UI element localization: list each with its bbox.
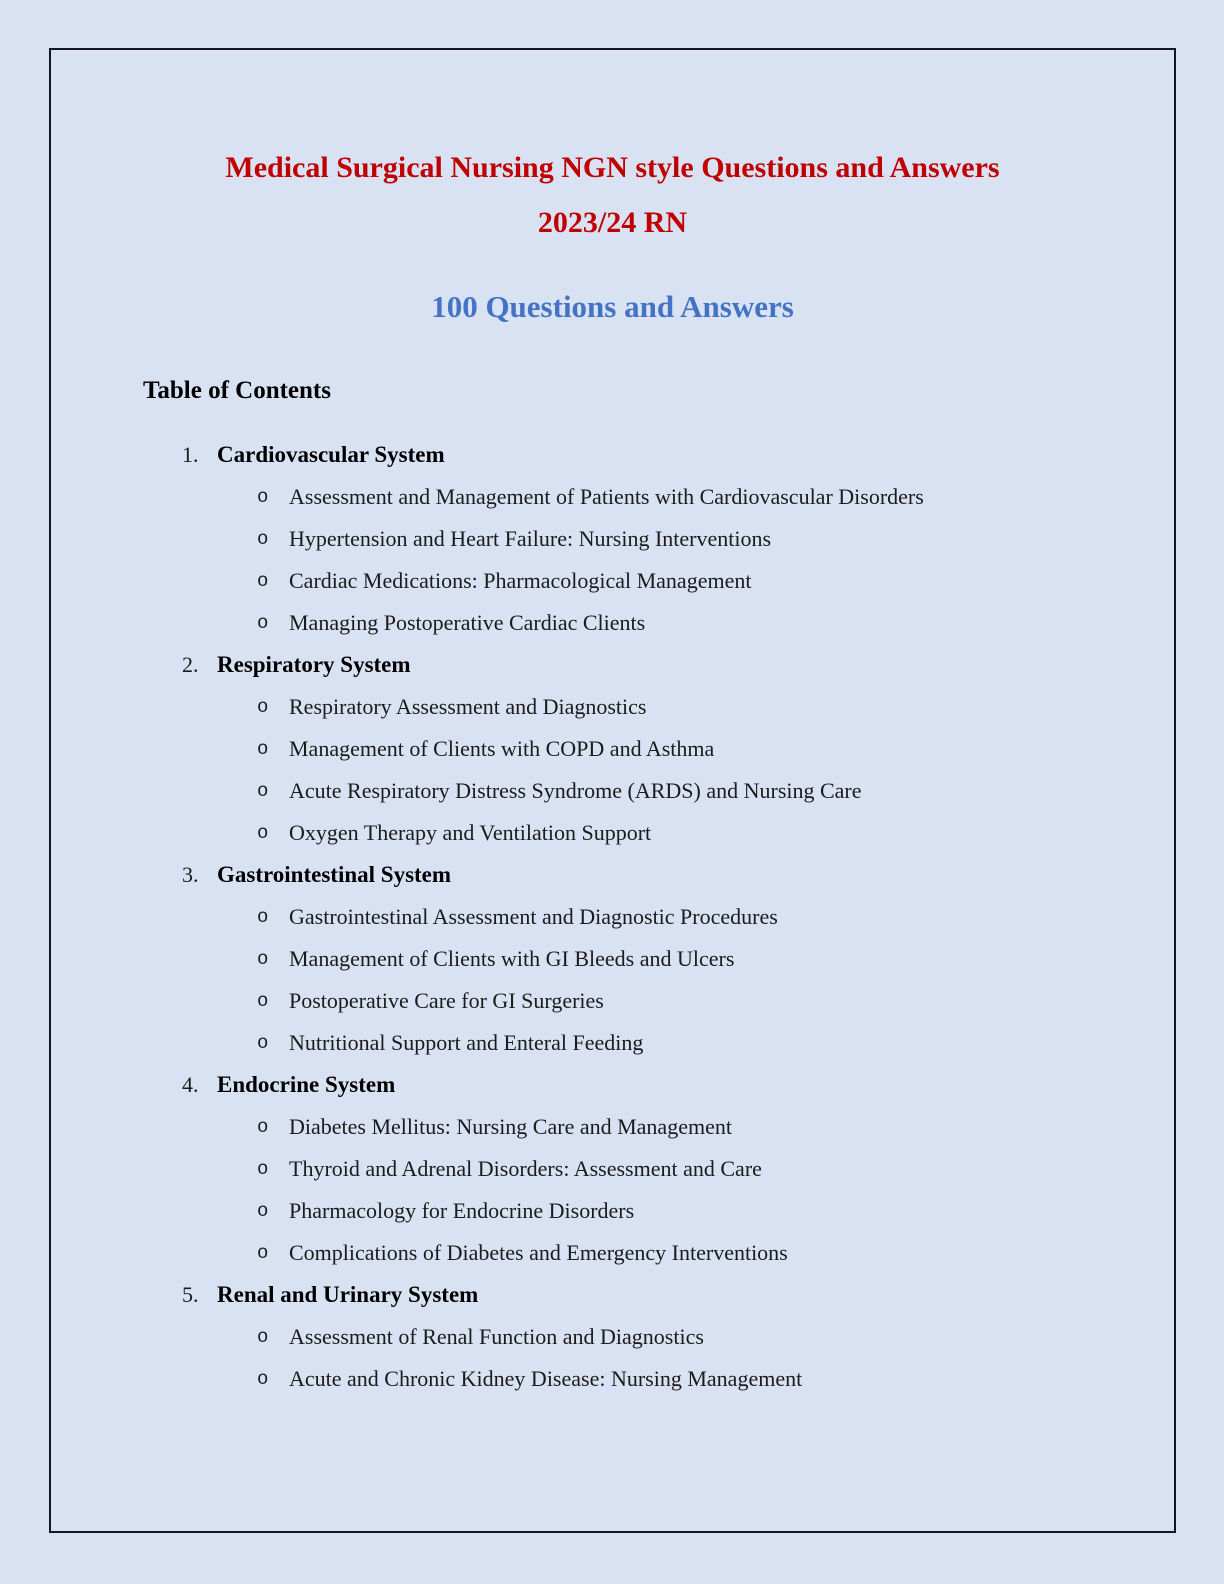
toc-subitem-label: Pharmacology for Endocrine Disorders [289, 1198, 635, 1223]
toc-section [51, 644, 1174, 686]
toc-subitem-bullet: o [257, 948, 269, 970]
toc-subitem [51, 602, 1174, 644]
toc-subitem-label: Complications of Diabetes and Emergency Interventions [289, 1240, 788, 1265]
toc-subitem-bullet: o [257, 738, 269, 760]
toc-section-number: 5. [182, 1282, 199, 1307]
toc-subitem-label: Cardiac Medications: Pharmacological Management [289, 568, 752, 593]
toc-section-title: Gastrointestinal System [217, 862, 452, 887]
toc-subitem-label: Acute Respiratory Distress Syndrome (ARDS) and Nursing Care [289, 778, 862, 803]
toc-subitem [51, 1358, 1174, 1400]
toc-subitem [51, 1022, 1174, 1064]
toc-subitem-bullet: o [257, 570, 269, 592]
toc-subitem [51, 1232, 1174, 1274]
toc-subitem-label: Gastrointestinal Assessment and Diagnostic Procedures [289, 904, 778, 929]
toc-subitem-bullet: o [257, 1158, 269, 1180]
toc-subitem [51, 518, 1174, 560]
toc-subitem [51, 770, 1174, 812]
toc-section-number: 4. [182, 1072, 199, 1097]
toc-section-number: 1. [182, 442, 199, 467]
toc-subitem-bullet: o [257, 486, 269, 508]
toc-subitem-label: Nutritional Support and Enteral Feeding [289, 1030, 644, 1055]
toc-subitem-bullet: o [257, 990, 269, 1012]
document-subtitle: 100 Questions and Answers [431, 289, 794, 324]
toc-subitem [51, 560, 1174, 602]
toc-subitem-bullet: o [257, 1326, 269, 1348]
toc-subitem-label: Management of Clients with GI Bleeds and Ulcers [289, 946, 735, 971]
toc-subitem-label: Hypertension and Heart Failure: Nursing Interventions [289, 526, 772, 551]
toc-subitem-label: Thyroid and Adrenal Disorders: Assessment and Care [289, 1156, 762, 1181]
toc-subitem-label: Acute and Chronic Kidney Disease: Nursing Management [289, 1366, 803, 1391]
toc-subitem-bullet: o [257, 1368, 269, 1390]
toc-subitem-label: Respiratory Assessment and Diagnostics [289, 694, 647, 719]
toc-section-title: Respiratory System [217, 652, 411, 677]
toc-subitem [51, 938, 1174, 980]
toc-subitem-bullet: o [257, 1242, 269, 1264]
toc-subitem [51, 1316, 1174, 1358]
toc-subitem-label: Diabetes Mellitus: Nursing Care and Management [289, 1114, 732, 1139]
toc-subitem-bullet: o [257, 696, 269, 718]
toc-subitem-bullet: o [257, 612, 269, 634]
toc-list [51, 434, 1174, 1400]
toc-section-number: 2. [182, 652, 199, 677]
document-title-line2: 2023/24 RN [537, 206, 688, 239]
toc-subitem [51, 1106, 1174, 1148]
toc-subitem-label: Assessment of Renal Function and Diagnostics [289, 1324, 704, 1349]
toc-subitem-label: Postoperative Care for GI Surgeries [289, 988, 604, 1013]
toc-subitem [51, 980, 1174, 1022]
toc-subitem [51, 812, 1174, 854]
toc-subitem-bullet: o [257, 822, 269, 844]
toc-subitem-bullet: o [257, 1032, 269, 1054]
toc-section [51, 434, 1174, 476]
toc-subitem-label: Management of Clients with COPD and Asthma [289, 736, 715, 761]
toc-section-title: Cardiovascular System [217, 442, 445, 467]
toc-section-number: 3. [182, 862, 199, 887]
toc-subitem-bullet: o [257, 1116, 269, 1138]
toc-subitem-label: Oxygen Therapy and Ventilation Support [289, 820, 652, 845]
toc-subitem [51, 728, 1174, 770]
toc-subitem-label: Assessment and Management of Patients with Cardiovascular Disorders [289, 484, 924, 509]
toc-section [51, 1064, 1174, 1106]
toc-subitem [51, 1190, 1174, 1232]
toc-section-title: Renal and Urinary System [217, 1282, 479, 1307]
content-border-box [49, 48, 1176, 1533]
toc-section [51, 1274, 1174, 1316]
toc-subitem-label: Managing Postoperative Cardiac Clients [289, 610, 646, 635]
toc-subitem-bullet: o [257, 780, 269, 802]
toc-subitem [51, 476, 1174, 518]
toc-subitem [51, 896, 1174, 938]
toc-subitem-bullet: o [257, 528, 269, 550]
toc-heading: Table of Contents [143, 377, 331, 404]
toc-subitem-bullet: o [257, 1200, 269, 1222]
toc-subitem [51, 686, 1174, 728]
toc-section-title: Endocrine System [217, 1072, 396, 1097]
document-title-line1: Medical Surgical Nursing NGN style Questions and Answers [225, 151, 1000, 184]
toc-subitem-bullet: o [257, 906, 269, 928]
toc-section [51, 854, 1174, 896]
toc-subitem [51, 1148, 1174, 1190]
